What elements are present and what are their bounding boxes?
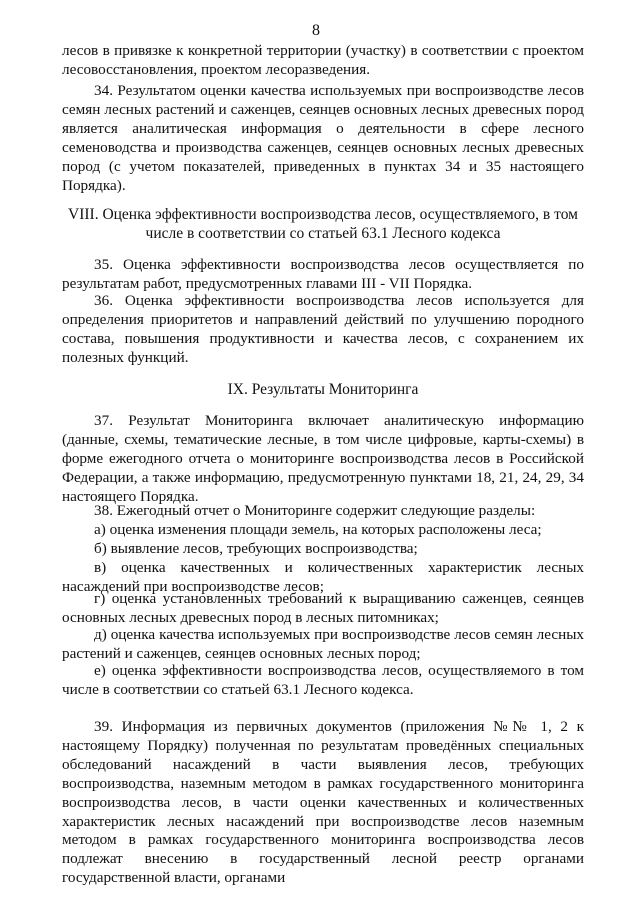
list-item-g: г) оценка установленных требований к выращиванию саженцев, сеянцев основных лесных древесных пород в лесных питомниках;	[62, 590, 584, 626]
paragraph-continuation: лесов в привязке к конкретной территории (участку) в соответствии с проектом лесовосстановления, проектом лесоразведения.	[62, 42, 584, 78]
list-item-d: д) оценка качества используемых при воспроизводстве лесов семян лесных растений и саженцев, сеянцев основных лесных пород;	[62, 626, 584, 662]
paragraph-36: 36. Оценка эффективности воспроизводства лесов используется для определения приоритетов и направлений действий по улучшению породного состава, повышения продуктивности и качества лесов, с сохранением их полезных функций.	[62, 292, 584, 366]
list-item-v: в) оценка качественных и количественных характеристик лесных насаждений при воспроизводстве лесов;	[62, 559, 584, 595]
paragraph-38: 38. Ежегодный отчет о Мониторинге содержит следующие разделы:	[94, 502, 536, 519]
section-heading-ix: IX. Результаты Мониторинга	[227, 381, 419, 398]
paragraph-35: 35. Оценка эффективности воспроизводства лесов осуществляется по результатам работ, предусмотренных главами III - VII Порядка.	[62, 256, 584, 292]
paragraph-37: 37. Результат Мониторинга включает аналитическую информацию (данные, схемы, тематические лесные, в том числе цифровые, карты-схемы) в форме ежегодного отчета о мониторинге воспроизводства лесов в Российской Федерации, а также информацию, предусмотренную пунктами 18, 21, 24, 29, 34 настоящего Порядка.	[62, 412, 584, 505]
section-heading-viii: VIII. Оценка эффективности воспроизводства лесов, осуществляемого, в том числе в соответствии со статьей 63.1 Лесного кодекса	[68, 206, 578, 242]
list-item-a: а) оценка изменения площади земель, на которых расположены леса;	[94, 521, 542, 538]
page-number: 8	[312, 22, 320, 39]
list-item-e: е) оценка эффективности воспроизводства лесов, осуществляемого в том числе в соответствии со статьей 63.1 Лесного кодекса.	[62, 662, 584, 698]
list-item-b: б) выявление лесов, требующих воспроизводства;	[94, 540, 418, 557]
paragraph-34: 34. Результатом оценки качества используемых при воспроизводстве лесов семян лесных растений и саженцев, сеянцев основных лесных древесных пород является аналитическая информация о деятельности в сфере лесного семеноводства и производства саженцев, сеянцев основных лесных древесных пород (с учетом показателей, приведенных в пунктах 34 и 35 настоящего Порядка).	[62, 82, 584, 194]
paragraph-39: 39. Информация из первичных документов (приложения №№ 1, 2 к настоящему Порядку) полученная по результатам проведённых специальных обследований насаждений в части выявления лесов, требующих воспроизводства, наземным методом в рамках государственного мониторинга воспроизводства лесов, в части оценки качественных и количественных характеристик лесных насаждений при воспроизводстве лесов наземным методом в рамках государственного мониторинга воспроизводства лесов подлежат внесению в государственный лесной реестр органами государственной власти, органами	[62, 718, 584, 887]
